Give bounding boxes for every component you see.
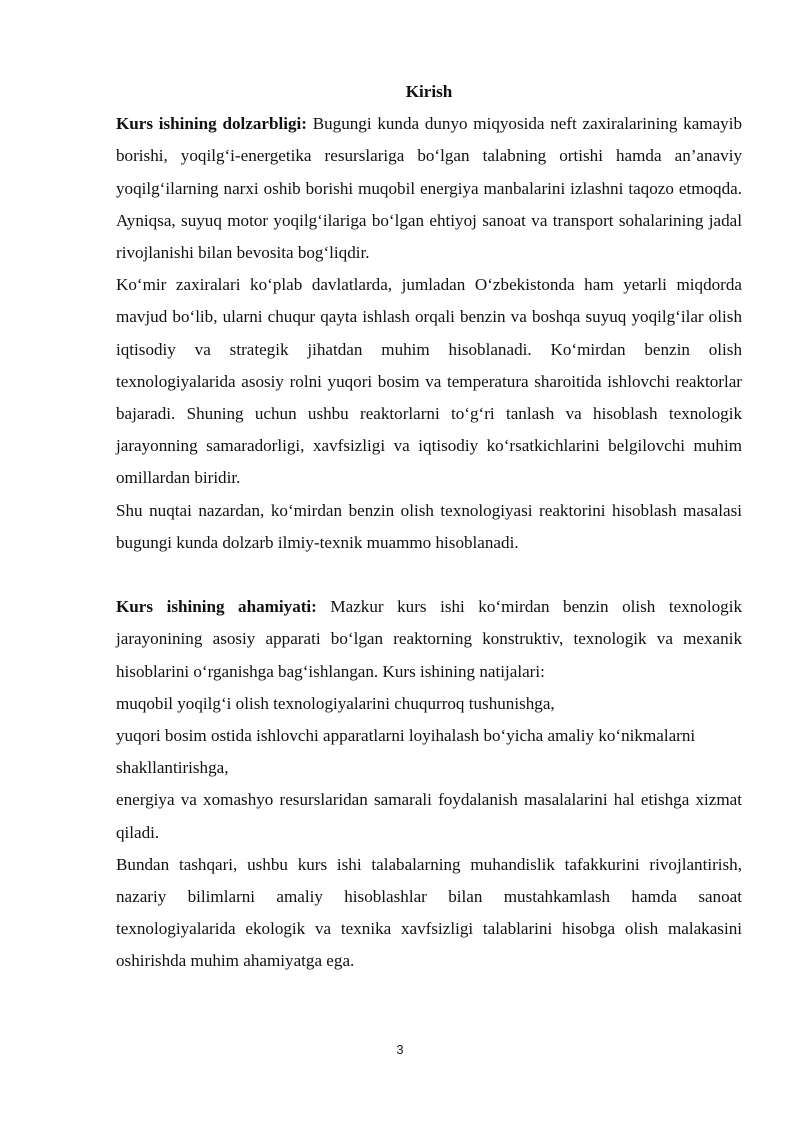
dolzarbligi-heading: Kurs ishining dolzarbligi:	[116, 114, 307, 134]
ahamiyati-paragraph	[116, 591, 742, 688]
page-content	[116, 76, 742, 978]
komir-paragraph: Ko‘mir zaxiralari ko‘plab davlatlarda, jumladan O‘zbekistonda ham yetarli miqdorda mavjud bo‘lib, ularni chuqur qayta ishlash orqali benzin va boshqa suyuq yoqilg‘ilar olish iqtisodiy va strategik jihatdan muhim hisoblanadi. Ko‘mirdan benzin olish texnologiyalarida asosiy rolni yuqori bosim va temperatura sharoitida ishlovchi reaktorlar bajaradi. Shuning uchun ushbu reaktorlarni to‘g‘ri tanlash va hisoblash texnologik jarayonning samaradorligi, xavfsizligi va iqtisodiy ko‘rsatkichlarini belgilovchi muhim omillardan biridir.	[116, 275, 742, 488]
paragraph-spacer	[116, 559, 742, 591]
page-title: Kirish	[405, 82, 453, 101]
page-number: 3	[396, 1042, 404, 1057]
result-item: muqobil yoqilg‘i olish texnologiyalarini chuqurroq tushunishga,	[116, 693, 555, 713]
result-item: energiya va xomashyo resurslaridan samarali foydalanish masalalarini hal etishga xizmat qiladi.	[116, 790, 742, 842]
ahamiyati-text: Mazkur kurs ishi ko‘mirdan benzin olish texnologik jarayonining asosiy apparati bo‘lgan reaktorning konstruktiv, texnologik va mexanik hisoblarini o‘rganishga bag‘ishlangan. Kurs ishining natijalari:	[116, 597, 742, 681]
result-item: yuqori bosim ostida ishlovchi apparatlarni loyihalash bo‘yicha amaliy ko‘nikmalarni shakllantirishga,	[116, 726, 696, 778]
dolzarbligi-paragraph	[116, 108, 742, 269]
ahamiyati-heading: Kurs ishining ahamiyati:	[116, 597, 317, 617]
nuqtai-nazar-paragraph: Shu nuqtai nazardan, ko‘mirdan benzin olish texnologiyasi reaktorini hisoblash masalasi bugungi kunda dolzarb ilmiy-texnik muammo hisoblanadi.	[116, 500, 742, 552]
bundan-tashqari-paragraph: Bundan tashqari, ushbu kurs ishi talabalarning muhandislik tafakkurini rivojlantirish, nazariy bilimlarni amaliy hisoblashlar bilan mustahkamlash hamda sanoat texnologiyalarida ekologik va texnika xavfsizligi talablarini hisobga olish malakasini oshirishda muhim ahamiyatga ega.	[116, 854, 742, 971]
dolzarbligi-text: Bugungi kunda dunyo miqyosida neft zaxiralarining kamayib borishi, yoqilg‘i-energetika resurslariga bo‘lgan talabning ortishi hamda an’anaviy yoqilg‘ilarning narxi oshib borishi muqobil energiya manbalarini izlashni taqozo etmoqda. Ayniqsa, suyuq motor yoqilg‘ilariga bo‘lgan ehtiyoj sanoat va transport sohalarining jadal rivojlanishi bilan bevosita bog‘liqdir.	[116, 114, 743, 263]
